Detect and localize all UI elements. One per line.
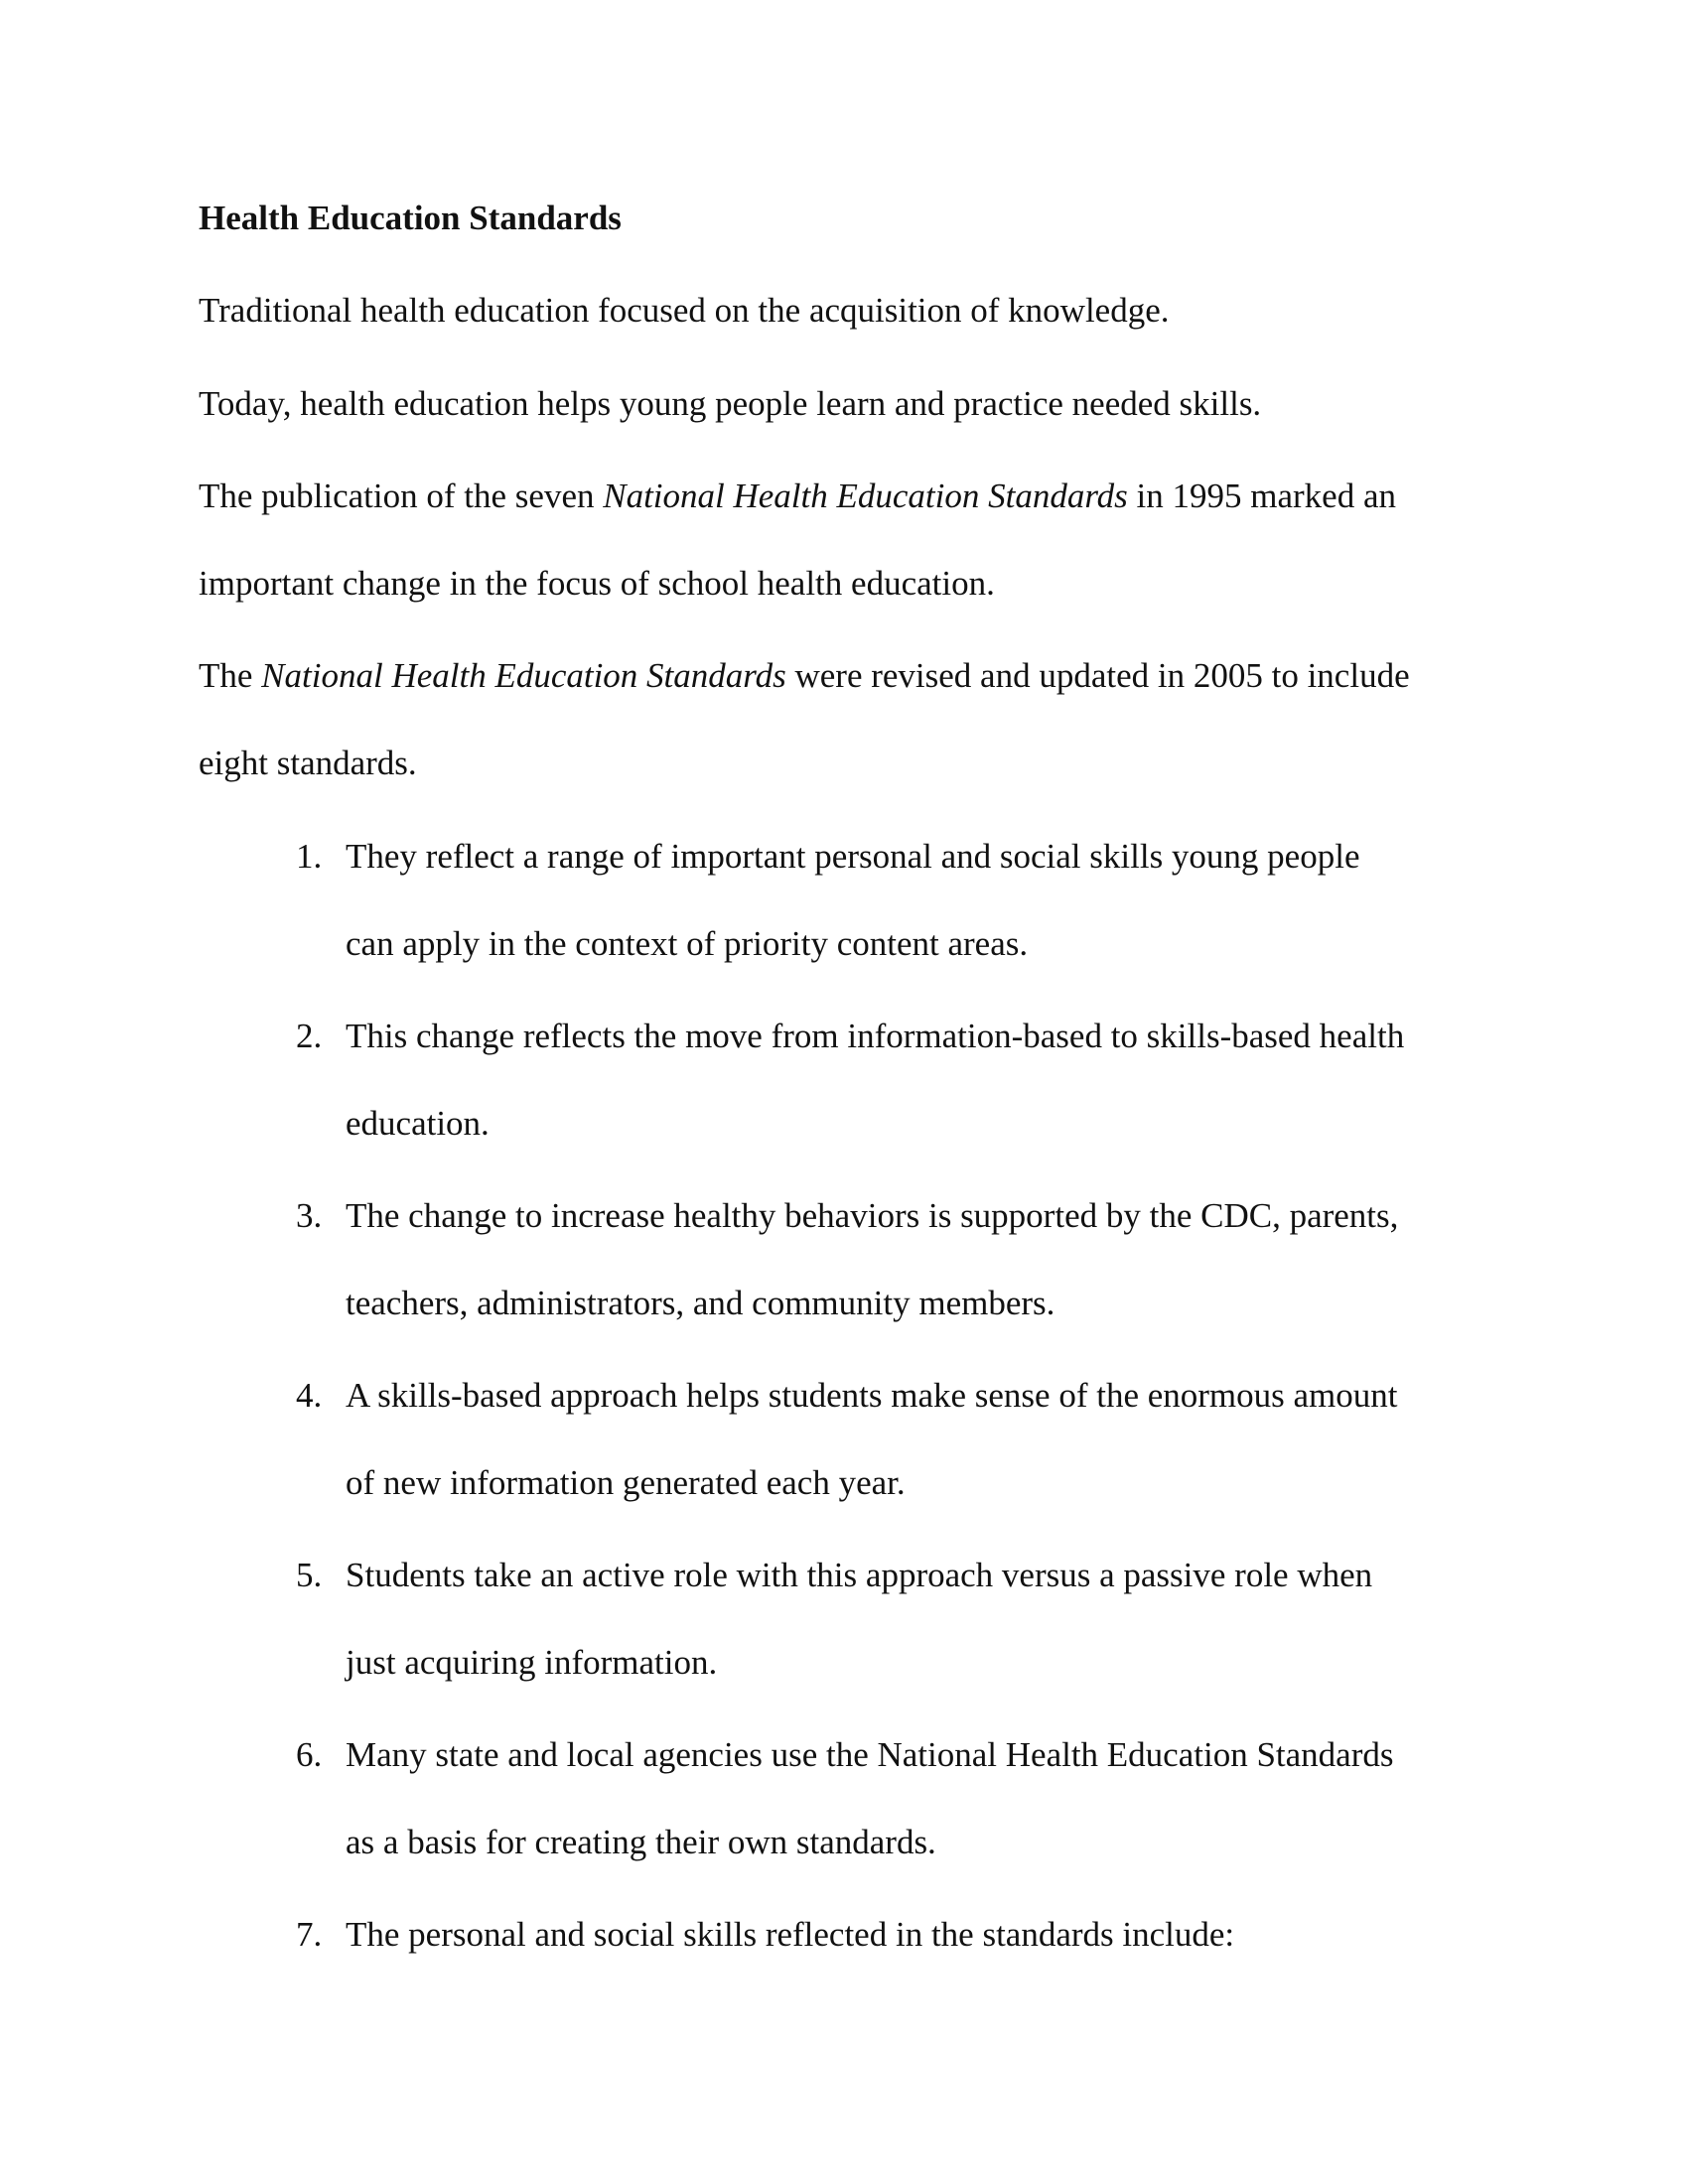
list-item-line: The personal and social skills reflected in the standards include: [346,1915,1235,1954]
page-title: Health Education Standards [199,199,622,237]
list-item-number: 4. [296,1376,323,1415]
list-item-line: They reflect a range of important personal and social skills young people [346,837,1360,876]
list-item-line: The change to increase healthy behaviors is supported by the CDC, parents, [346,1196,1399,1235]
paragraph-publication-text-a: The publication of the seven [199,477,604,515]
list-item-line: just acquiring information. [346,1643,718,1682]
list-item-number: 1. [296,837,323,876]
paragraph-revised-text-a: The [199,656,262,695]
paragraph-publication-line2: important change in the focus of school health education. [199,564,995,603]
list-item-number: 5. [296,1556,323,1594]
paragraph-traditional: Traditional health education focused on the acquisition of knowledge. [199,291,1170,330]
list-item-line: of new information generated each year. [346,1463,906,1502]
list-item-line: as a basis for creating their own standards. [346,1823,936,1861]
list-item-line: This change reflects the move from information-based to skills-based health [346,1017,1405,1055]
list-item-number: 3. [296,1196,323,1235]
list-item-line: teachers, administrators, and community members. [346,1284,1055,1322]
list-item-line: Many state and local agencies use the National Health Education Standards [346,1735,1394,1774]
standards-title-italic: National Health Education Standards [603,477,1128,515]
standards-title-italic: National Health Education Standards [261,656,786,695]
paragraph-today: Today, health education helps young people learn and practice needed skills. [199,384,1262,423]
paragraph-revised-line2: eight standards. [199,744,417,782]
list-item-number: 6. [296,1735,323,1774]
paragraph-revised-text-b: were revised and updated in 2005 to include [785,656,1410,695]
list-item-number: 2. [296,1017,323,1055]
paragraph-publication-line1 [199,475,1396,518]
list-item-line: A skills-based approach helps students make sense of the enormous amount [346,1376,1398,1415]
list-item-line: Students take an active role with this approach versus a passive role when [346,1556,1373,1594]
list-item-number: 7. [296,1915,323,1954]
list-item-line: can apply in the context of priority content areas. [346,924,1029,963]
paragraph-revised-line1 [199,654,1410,698]
paragraph-publication-text-b: in 1995 marked an [1127,477,1397,515]
list-item-line: education. [346,1104,490,1143]
